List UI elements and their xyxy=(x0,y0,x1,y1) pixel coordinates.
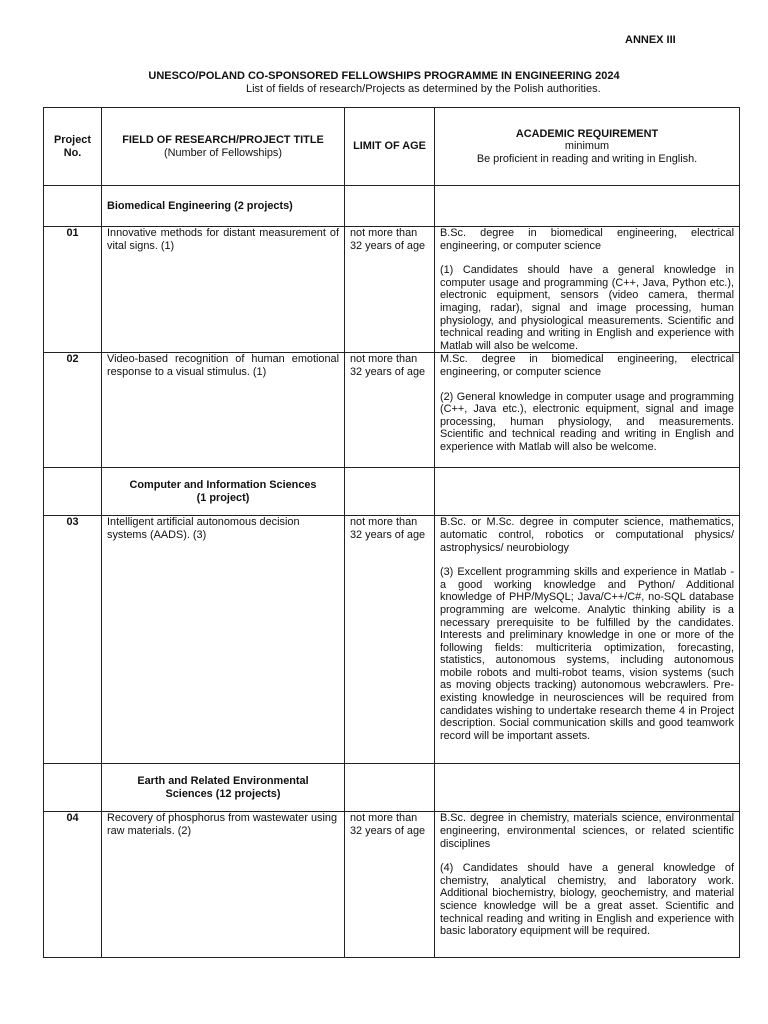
header-field-title: FIELD OF RESEARCH/PROJECT TITLE xyxy=(122,133,324,146)
fellowship-projects-table xyxy=(43,107,740,958)
project-title: Intelligent artificial autonomous decision systems (AADS). (3) xyxy=(102,516,345,764)
section-title: Earth and Related Environmental Sciences (12 projects) xyxy=(102,764,345,812)
section-title: Computer and Information Sciences (1 project) xyxy=(102,468,345,516)
project-age-limit: not more than 32 years of age xyxy=(345,812,435,958)
project-row xyxy=(44,227,740,353)
project-academic-requirement xyxy=(435,516,740,764)
project-row xyxy=(44,353,740,468)
document-subtitle: List of fields of research/Projects as determined by the Polish authorities. xyxy=(246,83,601,95)
degree-requirement: M.Sc. degree in biomedical engineering, electrical engineering, or computer science xyxy=(440,353,734,378)
project-title: Innovative methods for distant measurement of vital signs. (1) xyxy=(102,227,345,353)
project-title: Video-based recognition of human emotional response to a visual stimulus. (1) xyxy=(102,353,345,468)
project-title: Recovery of phosphorus from wastewater using raw materials. (2) xyxy=(102,812,345,958)
degree-requirement: B.Sc. or M.Sc. degree in computer science, mathematics, automatic control, robotics or computational physics/ astrophysics/ neurobiology xyxy=(440,516,734,554)
requirement-details: (2) General knowledge in computer usage and programming (C++, Java etc.), electronic equipment, signal and image processing, human physiology, and measurements. Scientific and technical reading and writing in English and experience with Matlab will also be welcome. xyxy=(440,390,734,453)
requirement-details: (4) Candidates should have a general knowledge of chemistry, analytical chemistry, and laboratory work. Additional biochemistry, biology, geochemistry, and material science knowledge will be a great asset. Scientific and technical reading and writing in English and experience with basic laboratory equipment will be required. xyxy=(440,862,734,938)
project-number: 04 xyxy=(44,812,102,958)
section-row xyxy=(44,468,740,516)
project-number: 02 xyxy=(44,353,102,468)
project-number: 01 xyxy=(44,227,102,353)
section-row xyxy=(44,186,740,227)
header-project-no: Project No. xyxy=(44,108,102,186)
annex-label: ANNEX III xyxy=(625,34,676,46)
section-row xyxy=(44,764,740,812)
project-age-limit: not more than 32 years of age xyxy=(345,227,435,353)
requirement-details: (1) Candidates should have a general knowledge in computer usage and programming (C++, Java, Python etc.), electronic equipment, sensors (video camera, thermal imaging, radar), signal and image processing, human physiology, and physiological measurements. Scientific and technical reading and writing in English and experience with Matlab will also be welcome. xyxy=(440,264,734,352)
project-age-limit: not more than 32 years of age xyxy=(345,516,435,764)
section-title: Biomedical Engineering (2 projects) xyxy=(102,186,345,227)
header-academic-requirement xyxy=(435,108,740,186)
project-academic-requirement xyxy=(435,812,740,958)
header-limit-of-age: LIMIT OF AGE xyxy=(345,108,435,186)
degree-requirement: B.Sc. degree in biomedical engineering, electrical engineering, or computer science xyxy=(440,227,734,252)
project-academic-requirement xyxy=(435,353,740,468)
header-field-of-research xyxy=(102,108,345,186)
header-academic-note: Be proficient in reading and writing in English. xyxy=(476,152,698,165)
project-academic-requirement xyxy=(435,227,740,353)
header-academic-minimum: minimum xyxy=(564,140,610,153)
project-number: 03 xyxy=(44,516,102,764)
degree-requirement: B.Sc. degree in chemistry, materials science, environmental engineering, environmental sciences, or related scientific disciplines xyxy=(440,812,734,850)
document-title: UNESCO/POLAND CO-SPONSORED FELLOWSHIPS PROGRAMME IN ENGINEERING 2024 xyxy=(148,70,620,82)
header-academic-title: ACADEMIC REQUIREMENT xyxy=(515,127,659,140)
project-row xyxy=(44,516,740,764)
requirement-details: (3) Excellent programming skills and experience in Matlab - a good working knowledge and Python/ Additional knowledge of PHP/MySQL; Java/C++/C#, no-SQL database programming are welcome. Analytic thinking ability is a necessary prerequisite to be fulfilled by the candidates. Interests and preliminary knowledge in one or more of the following fields: multicriteria optimization, forecasting, statistics, autonomous systems, including autonomous mobile robots and multi-robot teams, vision systems (such as moving objects tracking) autonomous webcrawlers. Pre-existing knowledge in neurosciences will be required from candidates wishing to undertake research theme 4 in Project description. Social communication skills and good teamwork record will be important assets. xyxy=(440,566,734,742)
table-header-row xyxy=(44,108,740,186)
project-age-limit: not more than 32 years of age xyxy=(345,353,435,468)
header-field-subtitle: (Number of Fellowships) xyxy=(163,146,282,159)
project-row xyxy=(44,812,740,958)
